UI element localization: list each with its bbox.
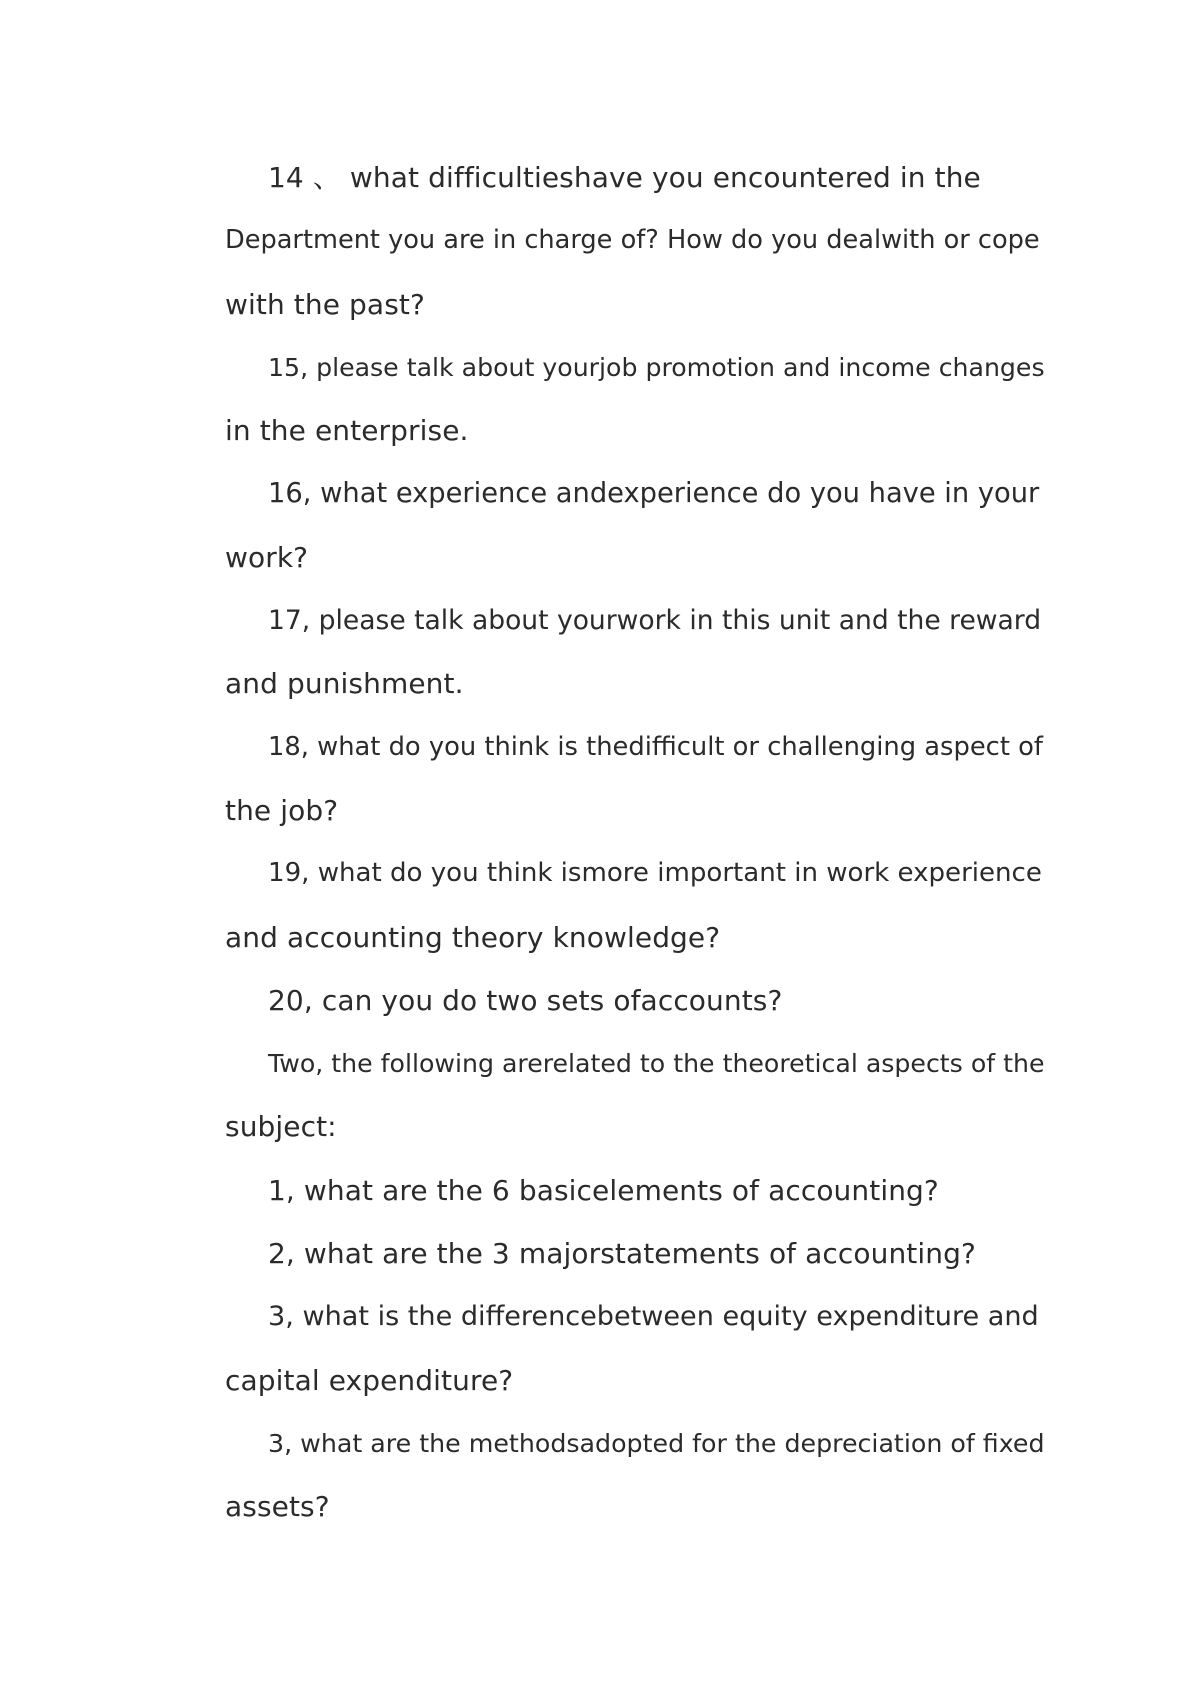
paragraph-line: 20, can you do two sets ofaccounts? (268, 983, 783, 1017)
paragraph-line: 14 、 what difficultieshave you encountered in the (268, 161, 981, 194)
paragraph-t3b (182, 1412, 1045, 1539)
paragraph-line: 17, please talk about yourwork in this unit and the reward (268, 605, 1042, 637)
paragraph-line: assets? (225, 1490, 330, 1524)
paragraph-q17 (182, 589, 1042, 716)
paragraph-t1 (182, 1159, 1042, 1222)
paragraph-line: Department you are in charge of? How do you dealwith or cope (225, 225, 1040, 256)
paragraph-line: Two, the following arerelated to the theoretical aspects of the (268, 1049, 1045, 1079)
paragraph-line: and punishment. (225, 667, 464, 701)
paragraph-line: in the enterprise. (225, 414, 469, 448)
paragraph-t2 (182, 1222, 1042, 1285)
paragraph-line: 3, what are the methodsadopted for the depreciation of fixed (268, 1428, 1045, 1458)
paragraph-line: capital expenditure? (225, 1363, 514, 1397)
paragraph-q15 (182, 336, 1045, 463)
document-body (182, 146, 1045, 1539)
paragraph-t3a (182, 1285, 1042, 1412)
paragraph-q14 (182, 146, 1042, 336)
paragraph-q19 (182, 842, 1042, 969)
paragraph-line: 19, what do you think ismore important in work experience (268, 858, 1042, 889)
paragraph-q16 (182, 462, 1042, 589)
paragraph-line: 2, what are the 3 majorstatements of accounting? (268, 1237, 976, 1271)
paragraph-line: 1, what are the 6 basicelements of accounting? (268, 1173, 939, 1207)
paragraph-line: with the past? (225, 287, 425, 321)
paragraph-line: subject: (225, 1110, 337, 1144)
paragraph-q20 (182, 969, 1042, 1032)
paragraph-line: the job? (225, 793, 339, 827)
paragraph-line: 3, what is the differencebetween equity expenditure and (268, 1301, 1039, 1333)
paragraph-line: and accounting theory knowledge? (225, 920, 721, 954)
paragraph-line: 16, what experience andexperience do you have in your (268, 478, 1040, 510)
paragraph-line: 15, please talk about yourjob promotion and income changes (268, 352, 1045, 382)
section-heading-theory (182, 1032, 1045, 1159)
paragraph-q18 (182, 716, 1042, 843)
paragraph-line: work? (225, 540, 309, 574)
paragraph-line: 18, what do you think is thedifficult or challenging aspect of (268, 731, 1043, 762)
